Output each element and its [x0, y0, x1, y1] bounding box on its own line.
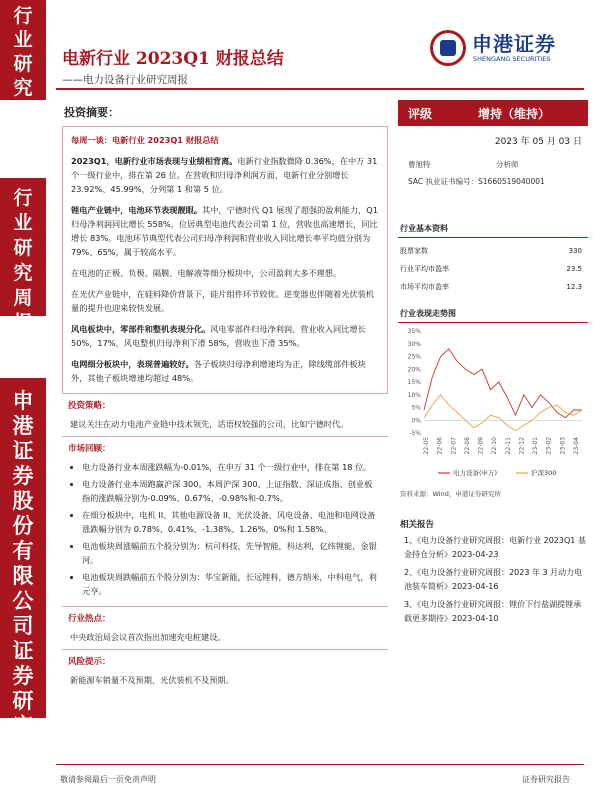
y-tick-label: 15% [407, 379, 421, 386]
page-subtitle: ——电力设备行业研究周报 [62, 74, 188, 86]
basics-row [398, 278, 588, 296]
sidebar-char: 业 [13, 212, 33, 234]
related-list [398, 534, 588, 626]
y-tick-label: 5% [411, 404, 421, 412]
strategy-section [62, 394, 388, 436]
footer-report-type: 证券研究报告 [522, 775, 570, 784]
left-column [62, 100, 388, 760]
basics-value: 23.5 [566, 265, 582, 273]
sidebar-char: 告 [12, 763, 34, 788]
rating-banner [398, 100, 588, 126]
sidebar-char: 股 [12, 488, 34, 513]
chart-source: 资料来源：Wind，申港证券研究所 [400, 490, 501, 498]
x-tick-label: 22-10 [491, 437, 499, 455]
right-column [398, 100, 588, 630]
sidebar-char: 研 [12, 688, 34, 713]
market-item: • 电池板块周涨幅前五个股分别为：杭可科技，先导智能，科达利，亿纬锂能，金银河。 [82, 539, 380, 567]
logo-emblem-icon [430, 30, 466, 66]
x-tick-label: 22-08 [463, 437, 471, 455]
sidebar-char: 报 [12, 738, 34, 763]
summary-paragraph: 在光伏产业链中，在硅料降价背景下，硅片组件环节较优。逆变器也伴随着光伏装机量的提升也迎来较快发展。 [71, 289, 374, 313]
chart-title: 行业表现走势图 [398, 308, 588, 323]
basics-value: 330 [568, 247, 582, 255]
strategy-text: 建议关注在动力电池产业链中技术领先，话语权较强的公司，比如宁德时代。 [70, 419, 349, 429]
market-title: 市场回顾： [68, 444, 111, 454]
sidebar-char: 券 [12, 463, 34, 488]
sidebar-char: 申 [12, 388, 34, 413]
rating-label: 评级 [408, 107, 433, 121]
related-title: 相关报告 [400, 520, 435, 530]
performance-chart [398, 323, 588, 483]
strategy-title: 投资策略： [68, 401, 111, 411]
market-item: • 电力设备行业本周涨跌幅为-0.01%，在申万 31 个一级行业中，排在第 18 位。 [82, 460, 380, 474]
sidebar-char: 行 [13, 187, 33, 209]
analyst-name: 曹旭特 [408, 160, 431, 169]
sidebar-char: 究 [13, 77, 33, 99]
basics-title: 行业基本资料 [398, 223, 588, 238]
y-tick-label: 0% [411, 417, 421, 425]
market-item: • 在细分板块中，电机 II、其他电源设备 II、光伏设备、风电设备、电池和电网设备涨跌幅分别为 0.78%、0.41%、-1.38%、1.26%、0%和 1.58%。 [82, 508, 380, 536]
logo-text-en: SHENGANG SECURITIES [473, 55, 551, 63]
sidebar-char: 研 [13, 53, 33, 75]
footer-divider [56, 764, 584, 765]
related-item: 2、《电力设备行业研究周报：2023 年 3 月动力电池装车简析》2023-04-16 [404, 568, 583, 591]
rating-value: 增持（维持） [478, 107, 551, 121]
y-tick-label: -5% [409, 430, 421, 437]
summary-box [62, 126, 388, 394]
sidebar-bottom-label [0, 378, 46, 788]
sidebar-char: 究 [12, 713, 34, 738]
footer-disclaimer: 敬请参阅最后一页免责声明 [60, 775, 156, 784]
y-tick-label: 35% [407, 328, 421, 335]
y-tick-label: 25% [407, 353, 421, 361]
sidebar-char: 研 [13, 237, 33, 259]
sidebar-char: 券 [12, 663, 34, 688]
sidebar-char: 司 [12, 613, 34, 638]
sidebar-char: 有 [12, 538, 34, 563]
sidebar-char: 份 [12, 513, 34, 538]
market-item: • 电力设备行业本周跑赢沪深 300。本周沪深 300、上证指数、深证成指、创业板指的涨跌幅分别为-0.09%、0.67%、-0.98%和-0.7%。 [82, 477, 380, 505]
summary-weekly-topic: 每周一谈：电新行业 2023Q1 财报总结 [71, 135, 219, 145]
basics-label: 股票家数 [400, 247, 428, 255]
summary-paragraph: 电网细分板块中，表现普遍较好。各子板块归母净利增速均为正，除线缆部件板块外，其他子板块增速均超过 48%。 [71, 359, 366, 383]
x-tick-label: 23-03 [559, 437, 567, 455]
basics-label: 市场平均市盈率 [400, 283, 449, 291]
x-tick-label: 22-06 [436, 437, 444, 455]
hotspot-text: 中央政治局会议首次指出加速充电桩建设。 [70, 632, 226, 642]
basics-row [398, 242, 588, 260]
market-section [62, 436, 388, 606]
analyst-cert: SAC 执业证书编号：S1660519040001 [408, 177, 545, 186]
logo-text-cn: 申港证券 [472, 32, 556, 56]
sidebar-char: 周 [13, 287, 33, 309]
market-item: • 电池板块周跌幅前五个股分别为：华宝新能，长远锂科，德方纳米，中科电气，利元亨。 [82, 570, 380, 598]
market-list [70, 460, 380, 598]
risk-text: 新能源车销量不及预期、光伏装机不及预期。 [70, 675, 234, 685]
series-line-1 [424, 395, 582, 431]
basics-value: 12.3 [566, 283, 582, 291]
analyst-info [398, 159, 588, 187]
company-logo [430, 28, 570, 72]
basics-table [398, 242, 588, 296]
sidebar-top-label [0, 0, 46, 100]
page-title: 电新行业 2023Q1 财报总结 [62, 49, 284, 69]
x-tick-label: 23-02 [545, 437, 553, 455]
y-tick-label: 10% [407, 391, 421, 399]
series-line-0 [424, 349, 582, 418]
sidebar-char: 证 [12, 438, 34, 463]
sidebar-char: 限 [12, 563, 34, 588]
risk-section [62, 649, 388, 692]
x-tick-label: 23-01 [532, 437, 540, 455]
basics-row [398, 260, 588, 278]
sidebar-char: 究 [13, 262, 33, 284]
report-date: 2023 年 05 月 03 日 [494, 137, 582, 147]
sidebar-middle-label [0, 178, 46, 334]
related-item: 3、《电力设备行业研究周报：锂价下行盐湖提锂承载更多期待》2023-04-10 [404, 600, 582, 623]
sidebar-char: 证 [12, 638, 34, 663]
basics-label: 行业平均市盈率 [400, 265, 449, 273]
related-item: 1、《电力设备行业研究周报：电新行业 2023Q1 基金持仓分析》2023-04-23 [404, 536, 586, 559]
summary-paragraph: 2023Q1，电新行业市场表现与业绩相背离。电新行业指数微降 0.36%，在中万 31 个一级行业中，排在第 26 位。在营收和归母净利润方面，电新行业分别增长 23.92%、45.99%，分列第 1 和第 5 位。 [71, 156, 378, 194]
summary-paragraph: 锂电产业链中，电池环节表现靓眼。其中，宁德时代 Q1 展现了超强的盈利能力，Q1 归母净利润同比增长 558%，位居典型电池代表公司第 1 位，营收也高速增长，同比增长 83%。电池环节典型代表公司归母净利润和营业收入同比增长率平均值分别为 79%、65%，属于较高水平。 [71, 205, 378, 257]
summary-heading: 投资摘要： [64, 106, 119, 119]
hotspot-section [62, 606, 388, 649]
x-tick-label: 22-05 [423, 437, 430, 455]
x-tick-label: 22-12 [518, 437, 526, 455]
sidebar-char: 报 [13, 312, 33, 334]
legend-label: 沪深300 [531, 469, 557, 477]
x-tick-label: 22-07 [450, 437, 458, 455]
sidebar-char: 业 [13, 29, 33, 51]
x-tick-label: 22-11 [504, 437, 512, 455]
sidebar-char: 港 [12, 413, 34, 438]
y-tick-label: 30% [407, 340, 421, 348]
risk-title: 风险提示： [68, 657, 111, 667]
legend-label: 电力设备(申万) [453, 469, 498, 477]
analyst-role: 分析师 [496, 160, 519, 169]
hotspot-title: 行业热点： [68, 614, 111, 624]
summary-paragraph: 在电池的正极、负极、隔膜、电解液等细分板块中，公司盈利大多不理想。 [71, 268, 342, 278]
header-divider [56, 88, 584, 90]
y-tick-label: 20% [407, 366, 421, 374]
summary-paragraph: 风电板块中，零部件和整机表现分化。风电零部件归母净利润、营业收入同比增长 50%，17%，风电整机归母净利下滑 58%，营收也下滑 35%。 [71, 324, 366, 348]
sidebar-char: 公 [12, 588, 34, 613]
x-tick-label: 22-09 [477, 437, 485, 455]
x-tick-label: 23-04 [573, 437, 580, 455]
sidebar-char: 行 [13, 5, 33, 27]
